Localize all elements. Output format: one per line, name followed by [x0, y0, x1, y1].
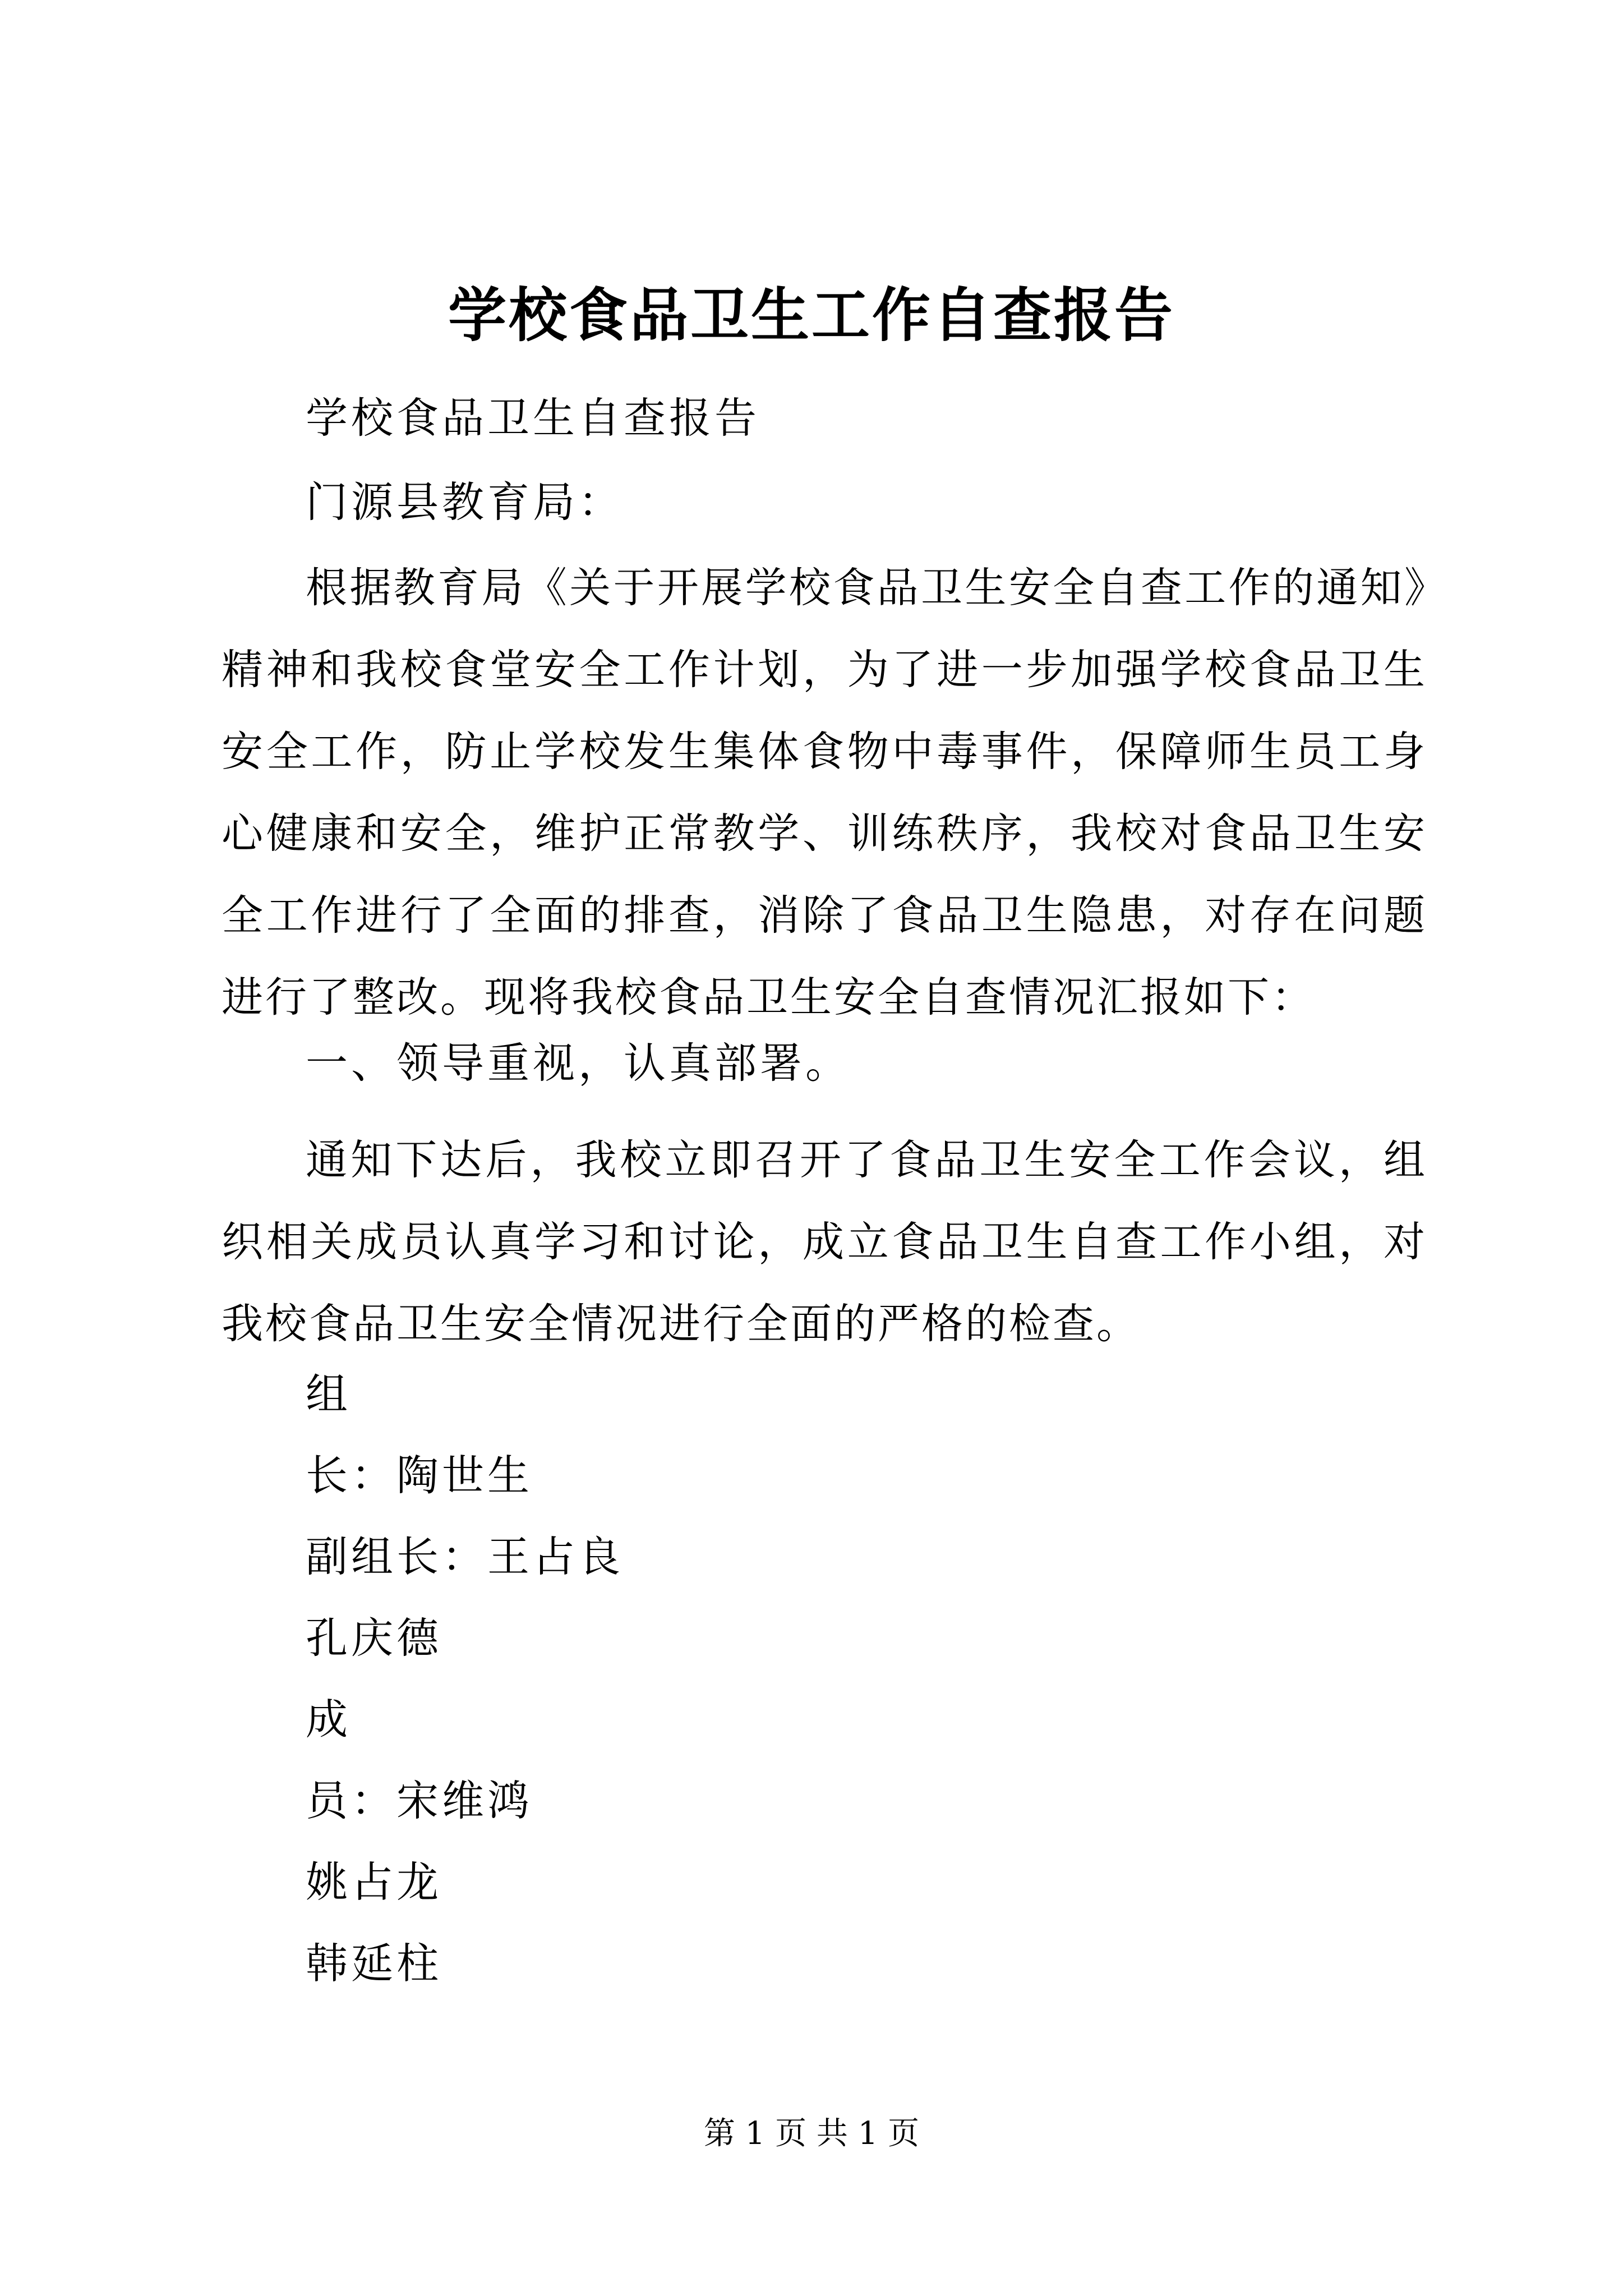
team-line: 副组长：王占良	[306, 1532, 624, 1581]
team-line: 孔庆德	[306, 1613, 442, 1663]
document-subtitle: 学校食品卫生自查报告	[306, 393, 760, 443]
intro-paragraph: 根据教育局《关于开展学校食品卫生安全自查工作的通知》精神和我校食堂安全工作计划，为了进一步加强学校食品卫生安全工作，防止学校发生集体食物中毒事件，保障师生员工身心健康和安全，维护正常教学、训练秩序，我校对食品卫生安全工作进行了全面的排查，消除了食品卫生隐患，对存在问题进行了整改。现将我校食品卫生安全自查情况汇报如下：	[222, 564, 1427, 1022]
salutation: 门源县教育局：	[306, 477, 624, 527]
team-line: 组	[306, 1369, 352, 1419]
team-line: 长：陶世生	[306, 1451, 533, 1500]
team-line: 韩延柱	[306, 1939, 442, 1988]
page-footer: 第 1 页 共 1 页	[703, 2115, 920, 2152]
section-heading: 一、领导重视，认真部署。	[306, 1038, 851, 1088]
team-line: 姚占龙	[306, 1857, 442, 1907]
section-paragraph: 通知下达后，我校立即召开了食品卫生安全工作会议，组织相关成员认真学习和讨论，成立食品卫生自查工作小组，对我校食品卫生安全情况进行全面的严格的检查。	[222, 1136, 1427, 1348]
team-line: 成	[306, 1695, 352, 1744]
team-line: 员：宋维鸿	[306, 1776, 533, 1825]
document-title: 学校食品卫生工作自查报告	[448, 280, 1175, 349]
